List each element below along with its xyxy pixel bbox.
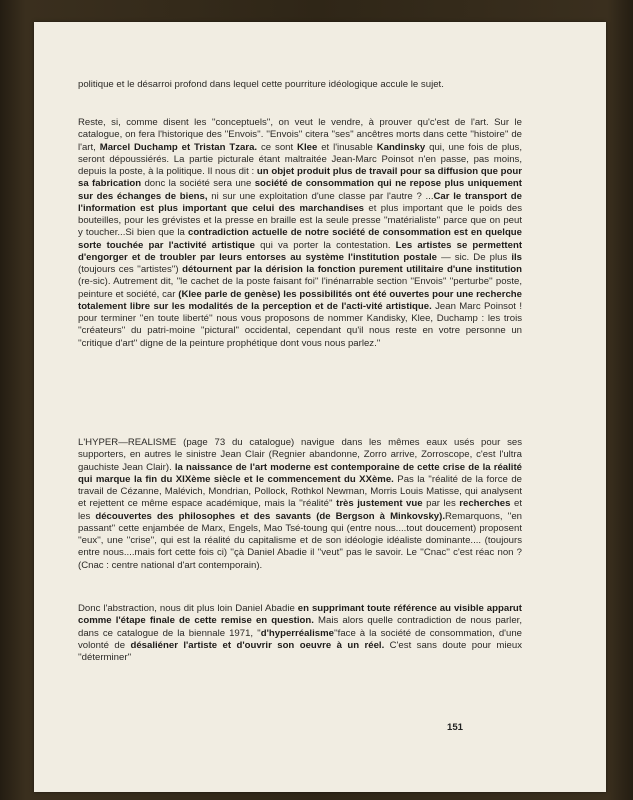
bold-text-run: Klee — [297, 141, 318, 153]
paragraph — [78, 117, 522, 350]
paragraph — [78, 79, 522, 91]
text-run: et les — [78, 498, 522, 522]
bold-text-run: un objet produit plus de travail pour sa diffusion que pour sa fabrication — [78, 166, 522, 190]
text-run: L'HYPER—REALISME (page 73 du catalogue) navigue dans les mêmes eaux usés pour ses supporters, en autres le sinistre Jean Clair (Regnier abandonne, Zorro arrive, Zorroscope, c'est l'ultra gauchiste Jean Clair). — [78, 437, 522, 473]
text-run: par les — [422, 498, 460, 510]
bold-text-run: ils — [511, 251, 522, 263]
text-run: donc la société sera une — [141, 178, 255, 190]
text-run: ''face à la société de consommation, d'une volonté de — [78, 627, 522, 651]
bold-text-run: désaliéner l'artiste et d'ouvrir son oeuvre à un réel. — [130, 639, 385, 651]
bold-text-run: contradiction actuelle de notre société de consommation est en quelque sorte touchée par l'activité artistique — [78, 227, 522, 251]
document-page — [34, 22, 606, 792]
bold-text-run: Car le transport de l'information est plus important que celui des marchandises — [78, 190, 522, 214]
page-number: 151 — [447, 722, 464, 733]
text-run: Mais alors quelle contradiction de nous parler, dans ce catalogue de la biennale 1971, '' — [78, 615, 522, 639]
paragraph — [78, 603, 522, 664]
bold-text-run: recherches — [459, 498, 511, 510]
bold-text-run: Marcel Duchamp et Tristan Tzara. — [99, 141, 258, 153]
text-run: (re-sic). Autrement dit, ''le cachet de la poste faisant foi'' l'inénarrable section ''Envois'' ''perturbe'' poste, peinture et société, car — [78, 276, 522, 300]
bold-text-run: découvertes des philosophes et des savants (de Bergson à Minkovsky). — [95, 510, 445, 522]
text-run: et plus important que le poids des bouteilles, pour les grévistes et la presse en braille est la seule presse ''matérialiste'' parce que on peut y toucher...Si bien que la — [78, 202, 522, 239]
text-run: ni sur une exploitation d'une classe par l'autre ? ... — [207, 190, 434, 202]
text-run: (toujours ces ''artistes'') — [78, 264, 183, 275]
bold-text-run: la naissance de l'art moderne est contemporaine de cette crise de la réalité qui marque la fin du XIXème siècle et le commencement du XXème. — [78, 461, 523, 485]
text-run: Jean Marc Poinsot ! pour terminer ''en toute liberté'' nous vous proposons de nommer Kandisky, Klee, Duchamp : les trois ''créateurs'' du patri-moine ''pictural'' occidental, cependant qu'il nous reste en votre personne un ''critique d'art'' digne de la peinture prophétique dont vous nous parlez.'' — [78, 300, 523, 349]
bold-text-run: Les artistes se permettent d'engorger et de troubler par leurs entorses au système l'institution postale — [78, 239, 523, 263]
text-run: et l'inusable — [317, 141, 377, 153]
text-run: Donc l'abstraction, nous dit plus loin Daniel Abadie — [78, 603, 298, 614]
text-run: qui va porter la contestation. — [254, 239, 396, 251]
text-run: Reste, si, comme disent les ''conceptuels'', on veut le vendre, à prouver qu'c'est de l'art. Sur le catalogue, on fera l'historique des ''Envois''. ''Envois'' citera ''ses'' ancêtres morts dans cette ''histoire'' de l'art, — [78, 117, 522, 153]
text-run: C'est sans doute pour mieux ''déterminer'' — [78, 639, 522, 663]
bold-text-run: d'hyperréalisme — [260, 627, 334, 639]
text-run: — sic. De plus — [437, 251, 512, 263]
text-run: Remarquons, ''en passant'' cette enjambée de Marx, Engels, Mao Tsé-toung qui (entre nous....tout doucement) proposent ''eux'', une ''crise'', qui est la réalité du capitalisme et de son idéologie idéaliste dominante.... (toujours entre nous....mais fort cette fois ci) ''çà Daniel Abadie il ''veut'' pas le savoir. Le ''Cnac'' c'est réac non ? (Cnac : centre national d'art contemporain). — [78, 510, 523, 571]
bold-text-run: détournent par la dérision la fonction purement utilitaire d'une institution — [182, 264, 522, 275]
bold-text-run: (Klee parle de genèse) les possibilités ont été ouvertes pour une recherche totalement libre sur les modalités de la perception et de l'acti-vité artistique. — [78, 288, 522, 312]
bold-text-run: en supprimant toute référence au visible apparut comme l'étape finale de cette remise en question. — [78, 603, 522, 627]
bold-text-run: très justement vue — [336, 498, 423, 510]
bold-text-run: société de consommation qui ne repose plus uniquement sur des échanges de biens, — [78, 178, 522, 202]
bold-text-run: Kandinsky — [376, 141, 426, 153]
text-run: qui, une fois de plus, seront dépoussiérés. La partie picturale étant maltraitée Jean-Marc Poinsot n'en passe, pas moins, depuis la poste, à la politique. Il nous dit : — [78, 141, 523, 177]
paragraph — [78, 437, 522, 572]
text-run: Pas la ''réalité de la force de travail de Cézanne, Malévich, Mondrian, Pollock, Rothkol Newman, Morris Louis Matisse, qui analysent et rejettent ce même espace académique, mais la ''réalité'' — [78, 473, 522, 510]
text-run: ce sont — [257, 141, 298, 153]
text-run: politique et le désarroi profond dans lequel cette pourriture idéologique accule le sujet. — [78, 79, 444, 90]
